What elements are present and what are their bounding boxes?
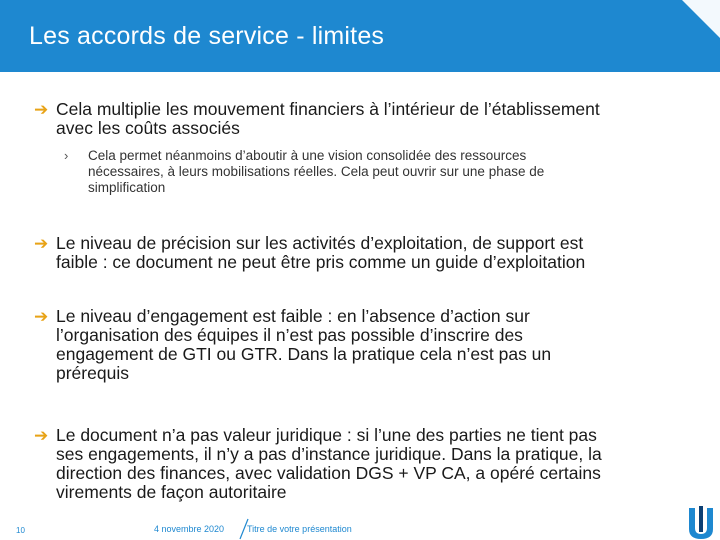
sub-bullet-1-text	[88, 148, 678, 196]
bullet-3-line-3: engagement de GTI ou GTR. Dans la pratique cela n’est pas un	[56, 344, 552, 364]
bullet-3-text	[56, 307, 551, 383]
university-logo-icon	[686, 506, 716, 540]
bullet-3	[34, 307, 551, 383]
bullet-3-line-4: prérequis	[56, 363, 129, 383]
bullet-1-line-1: Cela multiplie les mouvement financiers à l’intérieur de l’établissement	[56, 99, 600, 119]
bullet-2-line-1: Le niveau de précision sur les activités d’exploitation, de support est	[56, 233, 584, 253]
bullet-1-line-2: avec les coûts associés	[56, 118, 240, 138]
bullet-4-line-4: virements de façon autoritaire	[56, 482, 287, 502]
arrow-right-icon: ➔	[34, 234, 49, 253]
sub-bullet-1-line-3: simplification	[88, 180, 166, 195]
arrow-right-icon: ➔	[34, 100, 49, 119]
chevron-right-icon: ›	[64, 148, 69, 163]
bullet-3-line-1: Le niveau d’engagement est faible : en l’absence d’action sur	[56, 306, 530, 326]
footer-date: 4 novembre 2020	[154, 524, 225, 534]
bullet-2-text	[56, 234, 585, 272]
sub-bullet-1	[64, 148, 678, 196]
page-number: 10	[16, 526, 25, 535]
footer-presentation-title: Titre de votre présentation	[247, 524, 352, 534]
bullet-4	[34, 426, 602, 502]
bullet-2-line-2: faible : ce document ne peut être pris comme un guide d’exploitation	[56, 252, 586, 272]
bullet-1-text	[56, 100, 600, 138]
slide-title: Les accords de service - limites	[29, 22, 385, 50]
bullet-4-line-2: ses engagements, il n’y a pas d’instance juridique. Dans la pratique, la	[56, 444, 602, 464]
bullet-4-line-3: direction des finances, avec validation DGS + VP CA, a opéré certains	[56, 463, 601, 483]
arrow-right-icon: ➔	[34, 426, 49, 445]
sub-bullet-1-line-2: nécessaires, à leurs mobilisations réelles. Cela peut ouvrir sur une phase de	[88, 164, 545, 179]
bullet-1	[34, 100, 600, 138]
bullet-4-text	[56, 426, 602, 502]
bullet-2	[34, 234, 585, 272]
bullet-4-line-1: Le document n’a pas valeur juridique : si l’une des parties ne tient pas	[56, 425, 597, 445]
arrow-right-icon: ➔	[34, 307, 49, 326]
bullet-3-line-2: l’organisation des équipes il n’est pas possible d’inscrire des	[56, 325, 523, 345]
sub-bullet-1-line-1: Cela permet néanmoins d’aboutir à une vision consolidée des ressources	[88, 148, 527, 163]
